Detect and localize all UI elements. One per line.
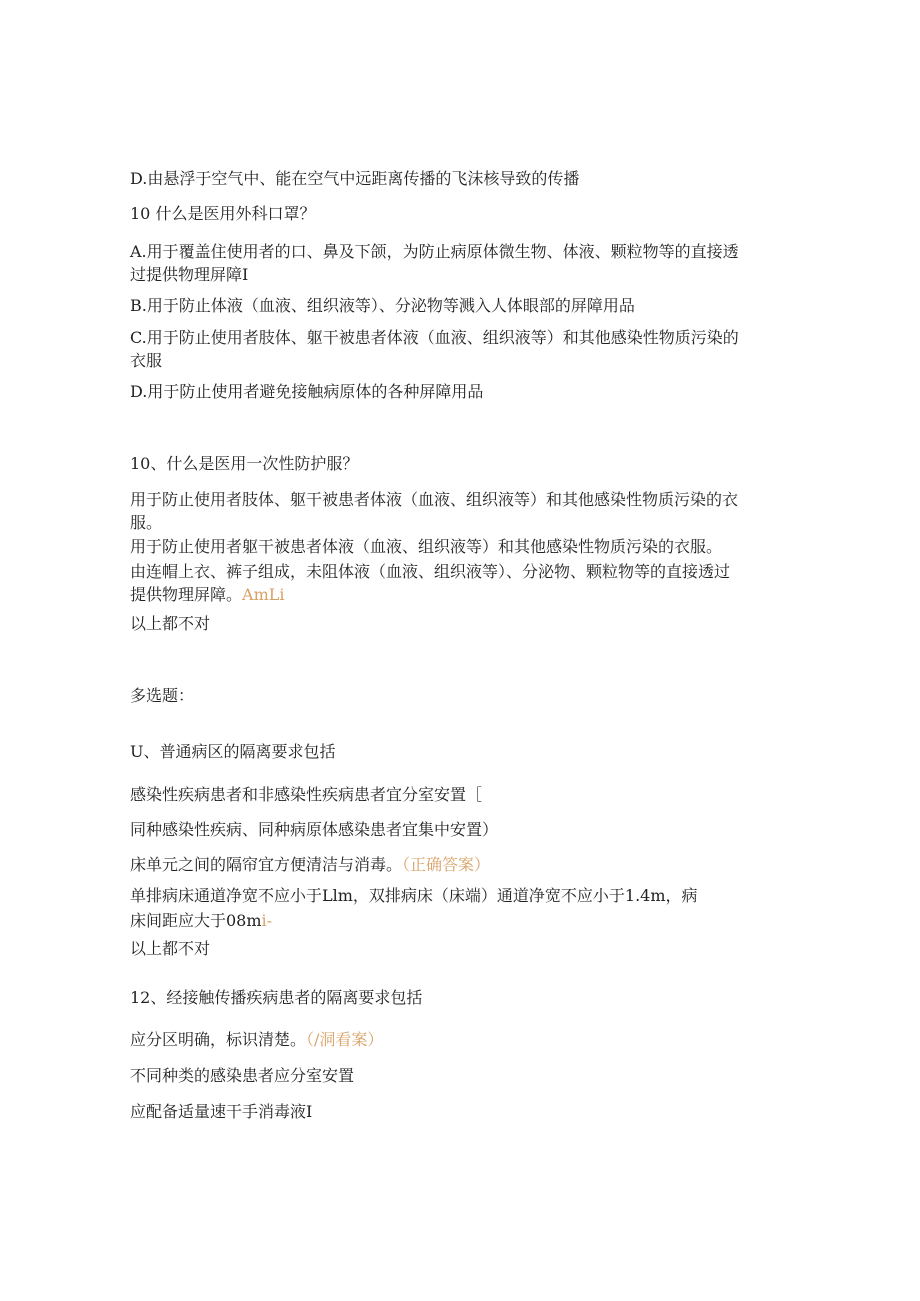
q11-option4-line2 — [130, 910, 272, 932]
q10a-option-c-line1: C.用于防止使用者肢体、躯干被患者体液（血液、组织液等）和其他感染性物质污染的 — [130, 328, 739, 347]
q10b-option2: 用于防止使用者躯干被患者体液（血液、组织液等）和其他感染性物质污染的衣服。 — [130, 537, 723, 556]
q10a-option-a-line1: A.用于覆盖住使用者的口、鼻及下颌，为防止病原体微生物、体液、颗粒物等的直接透 — [130, 242, 739, 261]
q10b-option3-mark: AmLi — [242, 585, 285, 604]
multi-choice-heading: 多选题： — [130, 686, 195, 705]
q12-option2: 不同种类的感染患者应分室安置 — [130, 1066, 355, 1085]
q12-option3: 应配备适量速干手消毒液Ⅰ — [130, 1102, 313, 1121]
q12-option1-text: 应分区明确，标识清楚。 — [130, 1030, 307, 1049]
correct-answer-tag: （正确答案） — [402, 855, 491, 874]
q11-option3-text: 床单元之间的隔帘宜方便清洁与消毒。 — [130, 855, 403, 874]
q12-option1-mark: （/洞看案） — [306, 1030, 384, 1049]
q10b-option3-line1: 由连帽上衣、裤子组成，未阻体液（血液、组织液等）、分泌物、颗粒物等的直接透过 — [130, 562, 731, 581]
q11-option2: 同种感染性疾病、同种病原体感染患者宜集中安置） — [130, 820, 499, 839]
q10b-option1-line1: 用于防止使用者肢体、躯干被患者体液（血液、组织液等）和其他感染性物质污染的衣 — [130, 490, 739, 509]
q10b-option1-line2: 服。 — [130, 513, 163, 532]
q10a-option-a-line2: 过提供物理屏障Ⅰ — [130, 265, 249, 284]
q10b-option3-line2 — [130, 584, 284, 606]
q9-option-d: D.由悬浮于空气中、能在空气中远距离传播的飞沫核导致的传播 — [130, 169, 580, 188]
q11-option4-line1: 单排病床通道净宽不应小于Llm，双排病床（床端）通道净宽不应小于1.4m，病 — [130, 886, 698, 905]
q11-option1: 感染性疾病患者和非感染性疾病患者宜分室安置［ — [130, 785, 483, 804]
q12-title: 12、经接触传播疾病患者的隔离要求包括 — [130, 988, 423, 1007]
q10a-option-c-line2: 衣服 — [130, 351, 163, 370]
q11-option4-mark: i- — [261, 911, 273, 930]
q10b-option4: 以上都不对 — [130, 614, 211, 633]
q11-option3 — [130, 854, 490, 876]
q11-option4-text: 床间距应大于08m — [130, 911, 262, 930]
q10a-title: 10 什么是医用外科口罩？ — [130, 204, 316, 223]
q10b-title: 10、什么是医用一次性防护服？ — [130, 454, 359, 473]
q11-option5: 以上都不对 — [130, 939, 211, 958]
q10b-option3-text: 提供物理屏障。 — [130, 585, 243, 604]
q10a-option-d: D.用于防止使用者避免接触病原体的各种屏障用品 — [130, 382, 484, 401]
q12-option1 — [130, 1029, 383, 1051]
q10a-option-b: B.用于防止体液（血液、组织液等）、分泌物等溅入人体眼部的屏障用品 — [130, 296, 635, 315]
q11-title: U、普通病区的隔离要求包括 — [130, 742, 336, 761]
